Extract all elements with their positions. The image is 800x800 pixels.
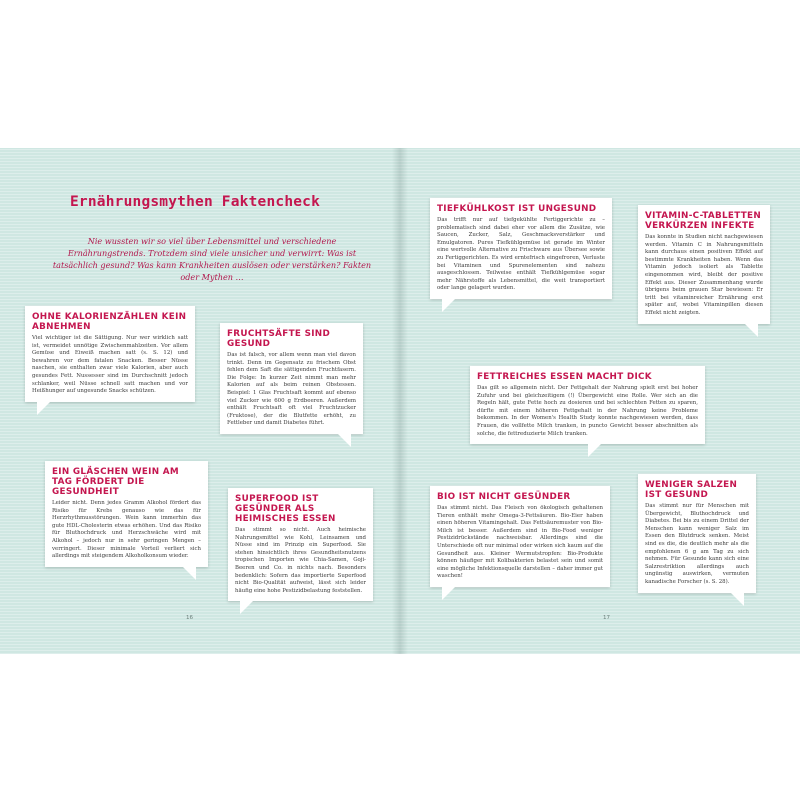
myth-heading: VITAMIN-C-TABLETTEN VERKÜRZEN INFEKTE [645,211,761,231]
myth-heading: EIN GLÄSCHEN WEIN AM TAG FÖRDERT DIE GESUNDHEIT [52,467,179,497]
myth-text: Leider nicht. Denn jedes Gramm Alkohol fördert das Risiko für Krebs genauso wie das für Herzrhythmusstörungen. Wein kann immerhin das gute HDL-Cholesterin etwas erhöhen. Und das Risiko für Bluthochdruck und Herzschwäche wird mit Alkohol – jedoch nur in sehr geringen Mengen – verringert. Dieser minimale Vorteil verliert sich allerdings mit steigendem Alkoholkonsum wieder. [52,500,201,560]
myth-heading: BIO IST NICHT GESÜNDER [437,492,571,502]
left-page [0,148,400,654]
myth-text: Das ist falsch, vor allem wenn man viel davon trinkt. Denn im Gegensatz zu frischem Obst fehlen dem Saft die sättigenden Fruchtfasern. Die Folge: In kurzer Zeit nimmt man mehr Kalorien auf als beim reinen Obstessen. Beispiel: 1 Glas Fruchtsaft kommt auf ebenso viel Zucker wie 600 g Erdbeeren. Außerdem enthält Fruchtsaft oft viel Fruchtzucker (Fruktose), der die Blutfette erhöht, zu Fettleber und damit Diabetes führt. [227,352,356,427]
intro-text: Nie wussten wir so viel über Lebensmittel und verschiedene Ernährungstrends. Trotzdem sind viele unsicher und verwirrt: Was ist tatsächlich gesund? Was kann Krankheiten auslösen oder verstärken? Fakten oder Mythen … [52,236,372,282]
page-number-right: 17 [603,615,610,621]
myth-text: Viel wichtiger ist die Sättigung. Nur wer wirklich satt ist, vermeidet unnötige Zwischenmahlzeiten. Vor allem Gemüse und Eiweiß machen satt (s. S. 12) und bewahren vor dem fatalen Snacken. Besser Nüsse naschen, sie enthalten zwar viele Kalorien, aber auch gesundes Fett. Nussesser sind im Durchschnitt jedoch schlanker, weil Nüsse schnell satt machen und vor Heißhunger auf ungesunde Snacks schützen. [32,335,188,395]
myth-bubble-fruit-juice [220,323,363,434]
myth-bubble-fatty-food [470,366,705,444]
book-gutter [392,148,408,654]
myth-bubble-wine [45,461,208,567]
myth-heading: FETTREICHES ESSEN MACHT DICK [477,372,652,382]
myth-bubble-organic [430,486,610,587]
myth-bubble-salt [638,474,756,593]
myth-bubble-frozen-food [430,198,612,299]
myth-text: Das trifft nur auf tiefgekühlte Fertiggerichte zu – problematisch sind dabei eher vor allem die Zusätze, wie Saucen, Zucker, Salz, Geschmacksverstärker und Emulgatoren. Pures Tiefkühlgemüse ist gerade im Winter eine wertvolle Alternative zu Frischware aus Übersee sowie zu Fertiggerichten. Es wird erntefrisch eingefroren, Verluste bei Vitaminen und Spurenelementen sind nahezu ausgeschlossen. Teilweise enthält Tiefkühlgemüse sogar mehr Nährstoffe als Lebensmittel, die weit transportiert oder lange gelagert wurden. [437,217,605,292]
myth-text: Das konnte in Studien nicht nachgewiesen werden. Vitamin C in Nahrungsmitteln kann durchaus einen positiven Effekt auf bestimmte Krankheiten haben. Wenn das Vitamin jedoch isoliert als Tablette eingenommen wird, bleibt der positive Effekt aus. Dieser Zusammenhang wurde übrigens beim grauen Star bewiesen: Er tritt bei vitaminreicher Ernährung erst später auf, wobei Vitaminpillen diesen Effekt nicht zeigten. [645,234,763,316]
myth-text: Das stimmt nur für Menschen mit Übergewicht, Bluthochdruck und Diabetes. Bei bis zu einem Drittel der Menschen kann weniger Salz im Essen den Blutdruck senken. Meist sind es die, die deutlich mehr als die empfohlenen 6 g am Tag zu sich nehmen. Für Gesunde kann sich eine Salzrestriktion allerdings auch ungünstig auswirken, vermuten kanadische Forscher (s. S. 28). [645,503,749,585]
myth-heading: TIEFKÜHLKOST IST UNGESUND [437,204,597,214]
myth-bubble-superfood [228,488,373,601]
myth-text: Das stimmt so nicht. Auch heimische Nahrungsmittel wie Kohl, Leinsamen und Nüsse sind im Prinzip ein Superfood. Sie stehen hinsichtlich ihres Gesundheitsnutzens tropischen Importen wie Chia-Samen, Goji-Beeren und Co. in nichts nach. Besonders bedenklich: Sofern das importierte Superfood nicht Bio-Qualität aufweist, lässt sich leider häufig eine hohe Pestizidbelastung feststellen. [235,527,366,594]
myth-bubble-calories [25,306,195,402]
myth-bubble-vitamin-c [638,205,770,324]
myth-heading: OHNE KALORIENZÄHLEN KEIN ABNEHMEN [32,312,187,332]
page-number-left: 16 [186,615,193,621]
book-spread [0,148,800,654]
right-page [400,148,800,654]
myth-heading: SUPERFOOD IST GESÜNDER ALS HEIMISCHES ESSEN [235,494,336,524]
page-title: Ernährungsmythen Faktencheck [70,194,321,210]
myth-heading: WENIGER SALZEN IST GESUND [645,480,738,500]
myth-heading: FRUCHTSÄFTE SIND GESUND [227,329,331,349]
myth-text: Das stimmt nicht. Das Fleisch von ökologisch gehaltenen Tieren enthält mehr Omega-3-Fettsäuren. Bio-Eier haben einen höheren Vitamingehalt. Das Fettsäuremuster von Bio-Milch ist besser. Außerdem sind in Bio-Food weniger Pestizidrückstände nachweisbar. Allerdings sind die Unterschiede oft nur minimal oder wirken sich kaum auf die Gesundheit aus. Kleiner Wermutstropfen: Bio-Produkte können häufiger mit Kolibakterien belastet sein und somit eine mögliche Infektionsquelle darstellen – daher immer gut waschen! [437,505,603,580]
myth-text: Das gilt so allgemein nicht. Der Fettgehalt der Nahrung spielt erst bei hoher Zufuhr und bei gleichzeitigem (!) Übergewicht eine Rolle. Wer sich an die Regeln hält, gute Fette hoch zu dosieren und bei schlechten Fetten zu sparen, dürfte mit einem höheren Fettgehalt in der Nahrung keine Probleme bekommen. In der Women's Health Study konnte nachgewiesen werden, dass Frauen, die vollfette Milch tranken, in puncto Gewicht besser abschnitten als solche, die fettreduzierte Milch tranken. [477,385,698,437]
